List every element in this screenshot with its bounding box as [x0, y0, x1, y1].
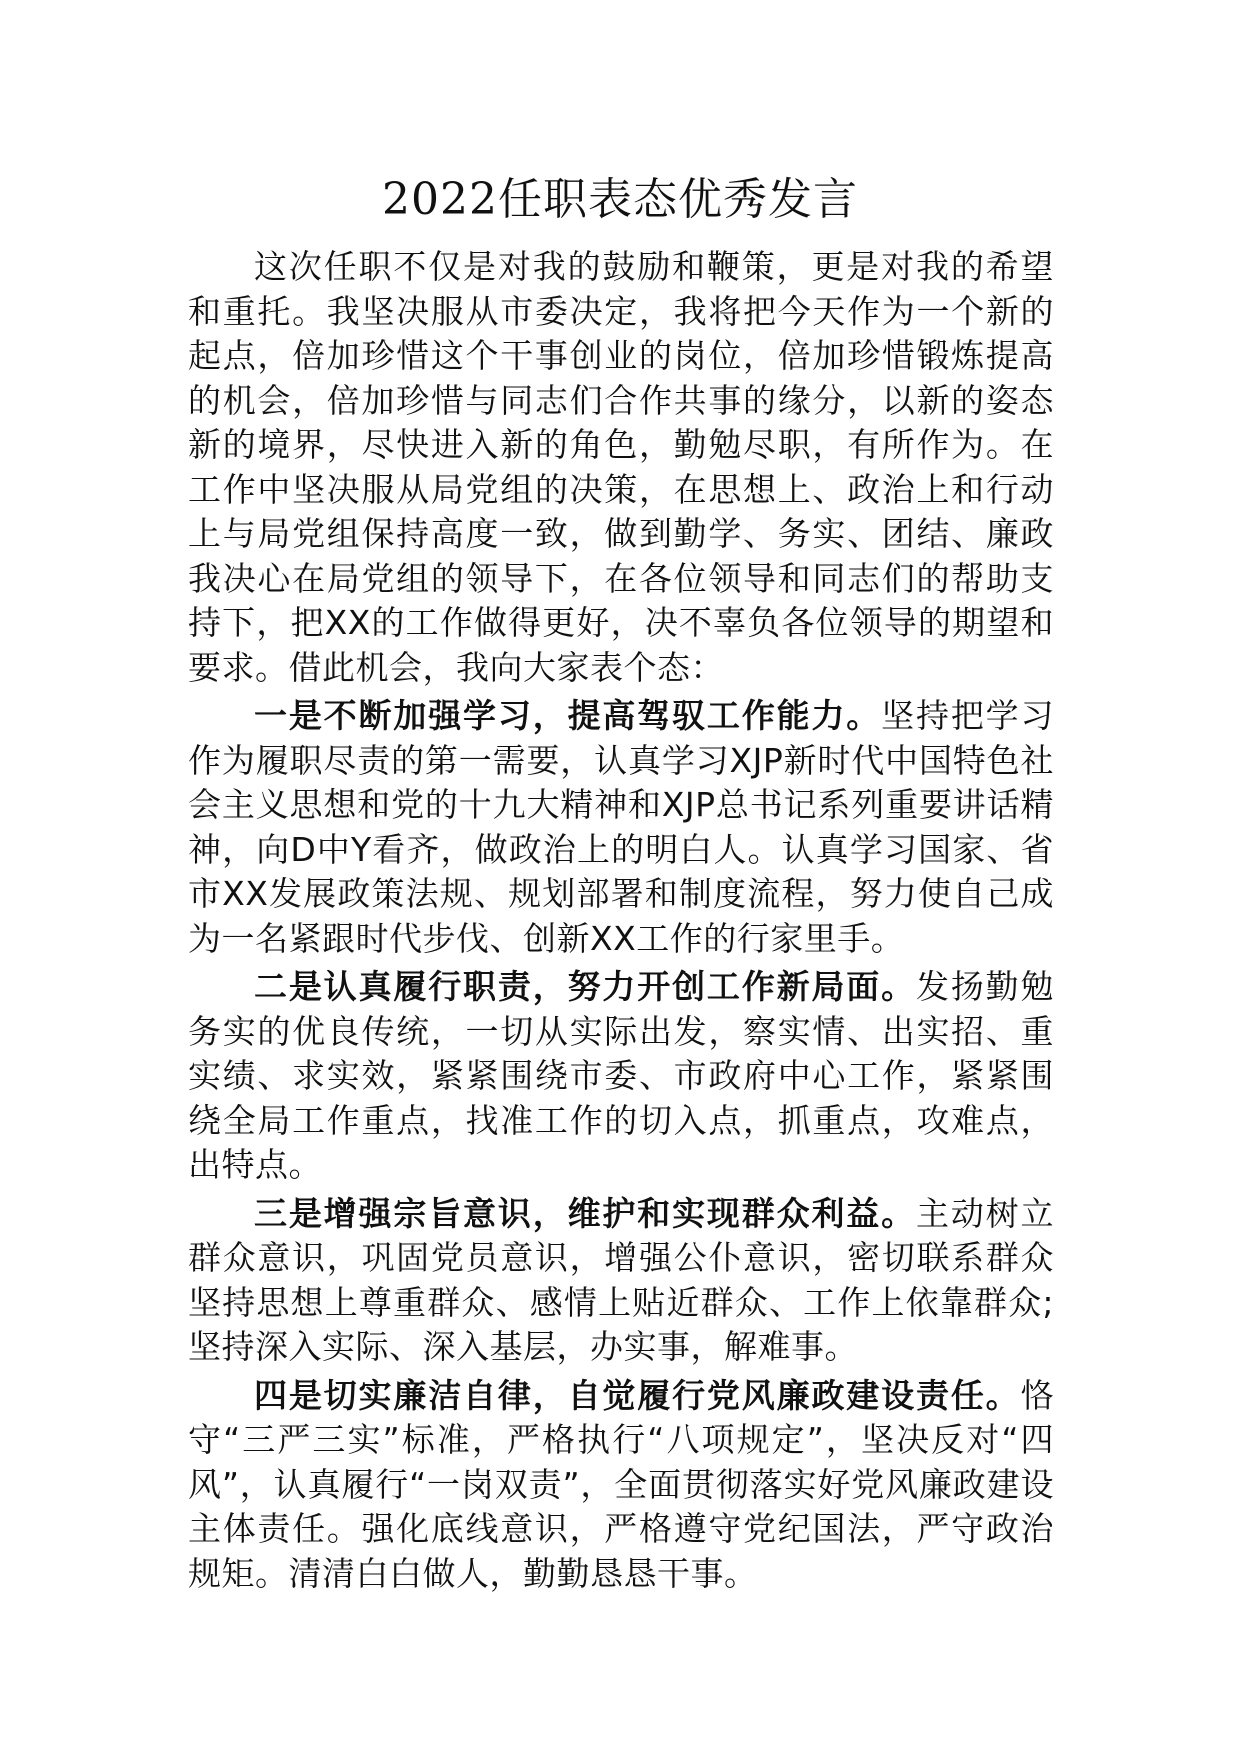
document-body: [188, 245, 1054, 1596]
document-title: 2022任职表态优秀发言: [382, 174, 858, 225]
point-heading-2: 二是认真履行职责，努力开创工作新局面。: [254, 967, 916, 1006]
point-text-3: 主动树立群众意识，巩固党员意识，增强公仆意识，密切联系群众坚持思想上尊重群众、感情上贴近群众、工作上依靠群众;坚持深入实际、深入基层，办实事，解难事。: [188, 1193, 1055, 1366]
point-paragraph-2: [188, 965, 1054, 1188]
point-heading-3: 三是增强宗旨意识，维护和实现群众利益。: [254, 1193, 916, 1233]
point-heading-1: 一是不断加强学习，提高驾驭工作能力。: [254, 696, 882, 735]
point-text-2: 发扬勤勉务实的优良传统，一切从实际出发，察实情、出实招、重实绩、求实效，紧紧围绕市委、市政府中心工作，紧紧围绕全局工作重点，找准工作的切入点，抓重点，攻难点，出特点。: [188, 967, 1055, 1184]
point-paragraph-3: [188, 1192, 1054, 1370]
intro-paragraph: 这次任职不仅是对我的鼓励和鞭策，更是对我的希望和重托。我坚决服从市委决定，我将把今天作为一个新的起点，倍加珍惜这个干事创业的岗位，倍加珍惜锻炼提高的机会，倍加珍惜与同志们合作共事的缘分，以新的姿态新的境界，尽快进入新的角色，勤勉尽职，有所作为。在工作中坚决服从局党组的决策，在思想上、政治上和行动上与局党组保持高度一致，做到勤学、务实、团结、廉政我决心在局党组的领导下，在各位领导和同志们的帮助支持下，把XX的工作做得更好，决不辜负各位领导的期望和要求。借此机会，我向大家表个态：: [188, 247, 1054, 687]
point-text-1: 坚持把学习作为履职尽责的第一需要，认真学习XJP新时代中国特色社会主义思想和党的十九大精神和XJP总书记系列重要讲话精神，向D中Y看齐，做政治上的明白人。认真学习国家、省市XX发展政策法规、规划部署和制度流程，努力使自己成为一名紧跟时代步伐、创新XX工作的行家里手。: [188, 696, 1055, 958]
point-paragraph-1: [188, 694, 1054, 961]
point-paragraph-4: [188, 1374, 1054, 1597]
point-text-4: 恪守“三严三实”标准，严格执行“八项规定”，坚决反对“四风”，认真履行“一岗双责”，全面贯彻落实好党风廉政建设主体责任。强化底线意识，严格遵守党纪国法，严守政治规矩。清清白白做人，勤勤恳恳干事。: [188, 1375, 1054, 1593]
point-heading-4: 四是切实廉洁自律，自觉履行党风廉政建设责任。: [254, 1375, 1021, 1415]
